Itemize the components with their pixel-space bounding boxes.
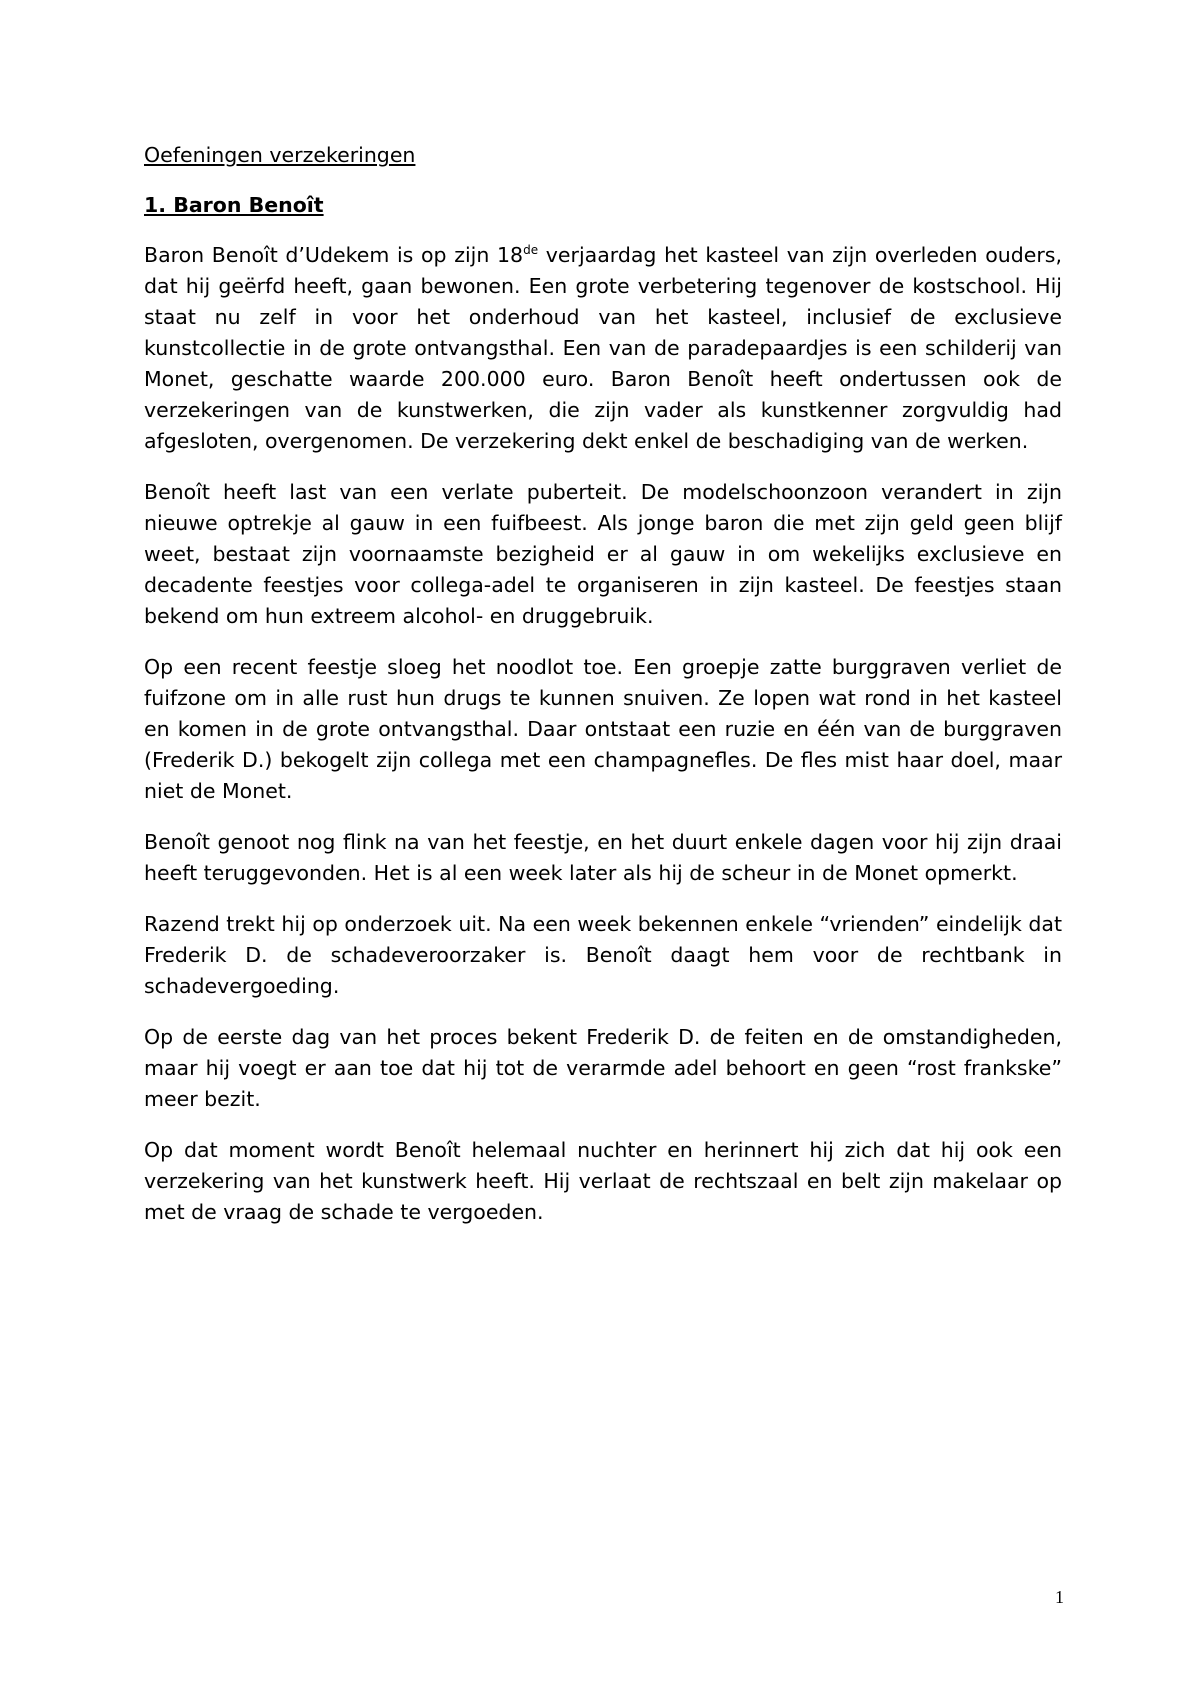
paragraph-5: Razend trekt hij op onderzoek uit. Na een week bekennen enkele “vrienden” eindelijk dat Frederik D. de schadeveroorzaker is. Benoît daagt hem voor de rechtbank in schadevergoeding. xyxy=(144,912,1062,998)
document-body xyxy=(144,140,1062,1248)
paragraph-3: Op een recent feestje sloeg het noodlot toe. Een groepje zatte burggraven verliet de fuifzone om in alle rust hun drugs te kunnen snuiven. Ze lopen wat rond in het kasteel en komen in de grote ontvangsthal. Daar ontstaat een ruzie en één van de burggraven (Frederik D.) bekogelt zijn collega met een champagnefles. De fles mist haar doel, maar niet de Monet. xyxy=(144,655,1062,803)
paragraph-1-text-end: verjaardag het kasteel van zijn overleden ouders, dat hij geërfd heeft, gaan bewonen. Een grote verbetering tegenover de kostschool. Hij staat nu zelf in voor het onderhoud van het kasteel, inclusief de exclusieve kunstcollectie in de grote ontvangsthal. Een van de paradepaardjes is een schilderij van Monet, geschatte waarde 200.000 euro. Baron Benoît heeft ondertussen ook de verzekeringen van de kunstwerken, die zijn vader als kunstkenner zorgvuldig had afgesloten, overgenomen. De verzekering dekt enkel de beschadiging van de werken. xyxy=(144,243,1063,453)
section-heading: 1. Baron Benoît xyxy=(144,193,324,217)
paragraph-1-text-start: Baron Benoît d’Udekem is op zijn 18 xyxy=(144,243,524,267)
paragraph-7: Op dat moment wordt Benoît helemaal nuchter en herinnert hij zich dat hij ook een verzekering van het kunstwerk heeft. Hij verlaat de rechtszaal en belt zijn makelaar op met de vraag de schade te vergoeden. xyxy=(144,1138,1062,1224)
ordinal-superscript: de xyxy=(523,243,539,258)
paragraph-6: Op de eerste dag van het proces bekent Frederik D. de feiten en de omstandigheden, maar hij voegt er aan toe dat hij tot de verarmde adel behoort en geen “rost frankske” meer bezit. xyxy=(144,1025,1062,1111)
paragraph-1 xyxy=(144,240,1062,457)
paragraph-2: Benoît heeft last van een verlate puberteit. De modelschoonzoon verandert in zijn nieuwe optrekje al gauw in een fuifbeest. Als jonge baron die met zijn geld geen blijf weet, bestaat zijn voornaamste bezigheid er al gauw in om wekelijks exclusieve en decadente feestjes voor collega-adel te organiseren in zijn kasteel. De feestjes staan bekend om hun extreem alcohol- en druggebruik. xyxy=(144,480,1062,628)
document-title: Oefeningen verzekeringen xyxy=(144,143,416,167)
paragraph-4: Benoît genoot nog flink na van het feestje, en het duurt enkele dagen voor hij zijn draai heeft teruggevonden. Het is al een week later als hij de scheur in de Monet opmerkt. xyxy=(144,830,1062,885)
page-number: 1 xyxy=(1055,1587,1064,1607)
